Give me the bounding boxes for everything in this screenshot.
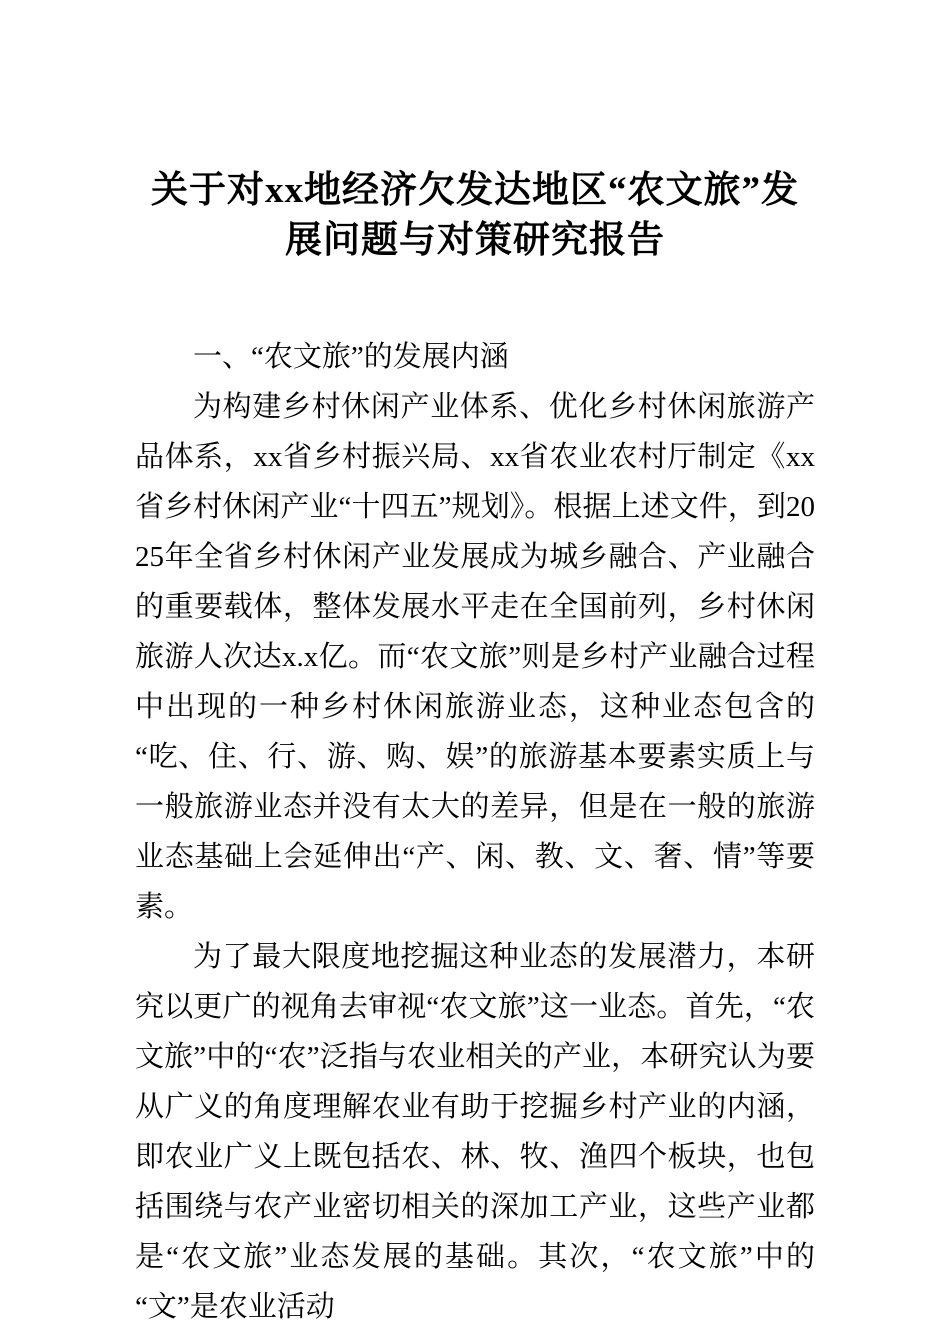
- section-heading: 一、“农文旅”的发展内涵: [193, 341, 509, 373]
- paragraph-2: 为了最大限度地挖掘这种业态的发展潜力，本研究以更广的视角去审视“农文旅”这一业态。首先，“农文旅”中的“农”泛指与农业相关的产业，本研究认为要从广义的角度理解农业有助于挖掘乡村产业的内涵，即农业广义上既包括农、林、牧、渔四个板块，也包括围绕与农产业密切相关的深加工产业，这些产业都是“农文旅”业态发展的基础。其次，“农文旅”中的“文”是农业活动: [135, 941, 815, 1323]
- document-body: [135, 332, 815, 1332]
- document-title: 关于对xx地经济欠发达地区“农文旅”发展问题与对策研究报告: [151, 170, 799, 261]
- paragraph-1: 为构建乡村休闲产业体系、优化乡村休闲旅游产品体系，xx省乡村振兴局、xx省农业农村厅制定《xx省乡村休闲产业“十四五”规划》。根据上述文件，到2025年全省乡村休闲产业发展成为城乡融合、产业融合的重要载体，整体发展水平走在全国前列，乡村休闲旅游人次达x.x亿。而“农文旅”则是乡村产业融合过程中出现的一种乡村休闲旅游业态，这种业态包含的“吃、住、行、游、购、娱”的旅游基本要素实质上与一般旅游业态并没有太大的差异，但是在一般的旅游业态基础上会延伸出“产、闲、教、文、奢、情”等要素。: [135, 391, 815, 923]
